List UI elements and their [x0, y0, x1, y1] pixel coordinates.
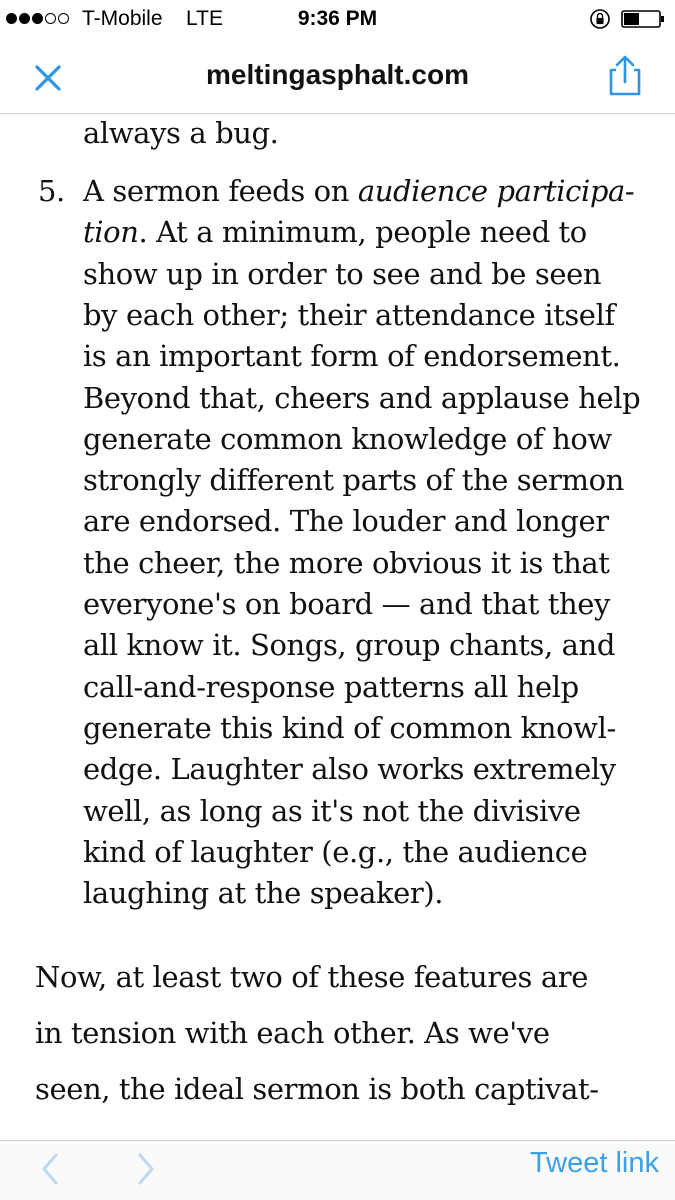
- list-item-line: show up in order to see and be seen: [83, 256, 602, 291]
- list-item-line: is an important form of endorsement.: [83, 339, 621, 374]
- list-item-line: Beyond that, cheers and applause help: [83, 380, 641, 415]
- paragraph-line: seen, the ideal sermon is both captivat-: [35, 1072, 599, 1106]
- list-item-line: are endorsed. The louder and longer: [83, 504, 609, 539]
- list-item-line: call-and-response patterns all help: [83, 669, 579, 704]
- list-item-line: all know it. Songs, group chants, and: [83, 628, 615, 663]
- navigation-bar: [0, 38, 675, 114]
- list-item-line: kind of laughter (e.g., the audience: [83, 834, 588, 869]
- paragraph-line: in tension with each other. As we've: [35, 1016, 550, 1050]
- list-item-line: everyone's on board — and that they: [83, 587, 610, 621]
- rotation-lock-icon: [589, 8, 611, 30]
- list-item-number: 5.: [38, 174, 65, 208]
- chevron-left-icon[interactable]: [36, 1149, 66, 1189]
- bottom-toolbar: [0, 1140, 675, 1200]
- list-item-line: generate common knowledge of how: [83, 421, 612, 456]
- status-bar: [0, 0, 675, 38]
- list-item-line: strongly different parts of the sermon: [83, 463, 624, 498]
- list-item-line: generate this kind of common knowl-: [83, 710, 616, 745]
- article-content: [0, 115, 675, 1140]
- list-item-line: edge. Laughter also works extremely: [83, 752, 616, 787]
- share-icon[interactable]: [605, 54, 645, 98]
- list-item-line: well, as long as it's not the divisive: [83, 793, 581, 828]
- tweet-link-button[interactable]: Tweet link: [530, 1147, 659, 1179]
- battery-icon: [621, 10, 665, 28]
- article-text-line: always a bug.: [83, 116, 279, 150]
- paragraph-line: Now, at least two of these features are: [35, 960, 588, 994]
- status-time: 9:36 PM: [297, 7, 378, 30]
- list-item-line: tion. At a minimum, people need to: [83, 215, 587, 250]
- list-item-line: the cheer, the more obvious it is that: [83, 545, 610, 580]
- network-type: LTE: [186, 7, 223, 30]
- list-item-line: A sermon feeds on audience participa-: [83, 174, 635, 208]
- page-title: meltingasphalt.com: [206, 59, 469, 90]
- list-item-line: by each other; their attendance itself: [83, 297, 615, 332]
- carrier-name: T-Mobile: [82, 7, 163, 30]
- list-item-line: laughing at the speaker).: [83, 876, 444, 911]
- chevron-right-icon[interactable]: [130, 1149, 160, 1189]
